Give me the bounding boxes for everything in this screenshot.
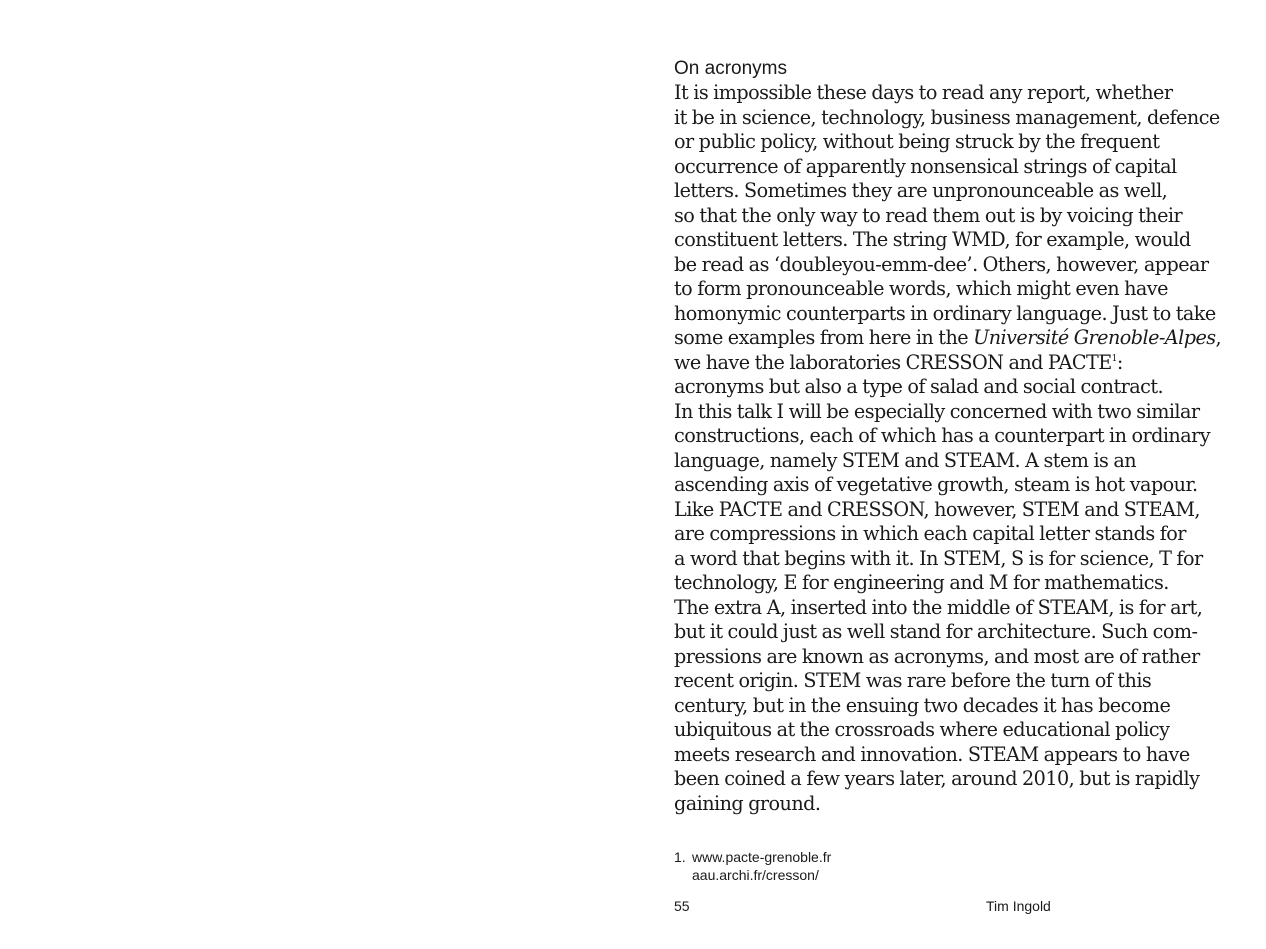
text-line: ascending axis of vegetative growth, steam is hot vapour. xyxy=(674,473,1198,496)
text-segment: : xyxy=(1116,350,1123,374)
footnote-item xyxy=(674,848,831,884)
text-line: a word that begins with it. In STEM, S is for science, T for xyxy=(674,546,1203,570)
text-line: It is impossible these days to read any report, whether xyxy=(674,81,1173,104)
text-line: but it could just as well stand for architecture. Such com- xyxy=(674,620,1198,643)
running-author: Tim Ingold xyxy=(986,898,1051,914)
footnote-reference[interactable]: 1 xyxy=(1111,353,1117,364)
text-line: gaining ground. xyxy=(674,791,821,815)
text-line: been coined a few years later, around 2010, but is rapidly xyxy=(674,767,1200,790)
text-segment: some examples from here in the xyxy=(674,326,974,349)
text-line: Like PACTE and CRESSON, however, STEM and STEAM, xyxy=(674,497,1200,521)
text-line: ubiquitous at the crossroads where educational policy xyxy=(674,718,1170,741)
text-line: so that the only way to read them out is by voicing their xyxy=(674,203,1183,227)
footnote-number: 1. xyxy=(674,849,686,865)
footnote-link-pacte[interactable]: www.pacte-grenoble.fr xyxy=(692,849,832,865)
text-line: it be in science, technology, business management, defence xyxy=(674,105,1220,129)
text-line: In this talk I will be especially concerned with two similar xyxy=(674,399,1200,423)
text-line: technology, E for engineering and M for mathematics. xyxy=(674,571,1169,594)
text-line-laboratories xyxy=(674,351,1244,376)
text-line: homonymic counterparts in ordinary language. Just to take xyxy=(674,301,1216,325)
university-name: Université Grenoble-Alpes xyxy=(973,326,1216,349)
text-line: to form pronounceable words, which might even have xyxy=(674,277,1168,300)
body-paragraph xyxy=(674,81,1244,816)
footnotes xyxy=(674,848,831,884)
right-page-text-block xyxy=(674,57,1244,816)
text-line: acronyms but also a type of salad and social contract. xyxy=(674,375,1164,398)
text-line: meets research and innovation. STEAM appears to have xyxy=(674,742,1190,766)
text-segment: we have the laboratories CRESSON and PACTE xyxy=(674,350,1112,374)
text-line: occurrence of apparently nonsensical strings of capital xyxy=(674,154,1177,178)
text-segment: , xyxy=(1215,326,1222,349)
text-line: letters. Sometimes they are unpronounceable as well, xyxy=(674,179,1168,202)
text-line: pressions are known as acronyms, and most are of rather xyxy=(674,644,1200,668)
text-line: be read as ‘doubleyou-emm-dee’. Others, however, appear xyxy=(674,252,1209,276)
footnote-links xyxy=(692,848,831,884)
text-line: recent origin. STEM was rare before the turn of this xyxy=(674,669,1152,692)
page-number: 55 xyxy=(674,898,690,914)
footnote-link-cresson[interactable]: aau.archi.fr/cresson/ xyxy=(692,867,819,883)
section-heading: On acronyms xyxy=(674,58,787,79)
text-line: or public policy, without being struck by the frequent xyxy=(674,130,1160,153)
text-line: language, namely STEM and STEAM. A stem is an xyxy=(674,448,1137,472)
text-line: The extra A, inserted into the middle of STEAM, is for art, xyxy=(674,595,1203,619)
text-line: constituent letters. The string WMD, for example, would xyxy=(674,228,1191,251)
text-line: century, but in the ensuing two decades it has become xyxy=(674,693,1171,717)
text-line: constructions, each of which has a counterpart in ordinary xyxy=(674,424,1211,447)
text-line-university xyxy=(674,326,1244,351)
text-line: are compressions in which each capital letter stands for xyxy=(674,522,1186,545)
